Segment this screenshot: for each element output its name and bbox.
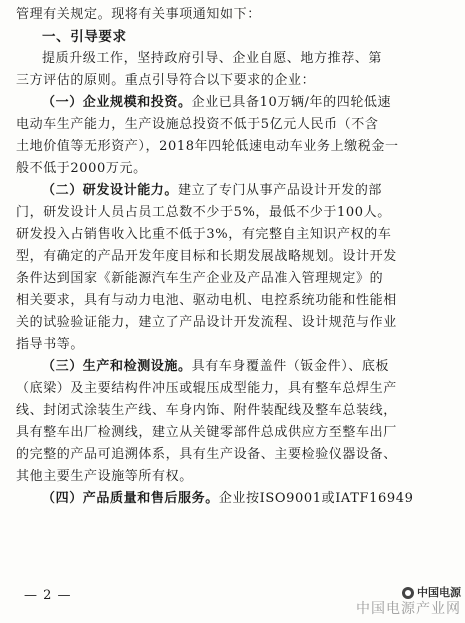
line-text: 企业按ISO9001或IATF16949 bbox=[218, 491, 414, 506]
item-title: （一）企业规模和投资。 bbox=[42, 95, 192, 110]
text-line bbox=[16, 422, 458, 444]
page-number: — 2 — bbox=[24, 588, 72, 603]
watermark-bottom-text: 中国电源产业网 bbox=[356, 601, 461, 617]
item-title: （四）产品质量和售后服务。 bbox=[42, 491, 219, 506]
item-title: （二）研发设计能力。 bbox=[42, 183, 179, 198]
line-text: 其他主要生产设施等所有权。 bbox=[16, 469, 193, 484]
text-line bbox=[16, 400, 458, 422]
line-text: 门，研发设计人员占员工总数不少于5%，最低不少于100人。 bbox=[16, 205, 391, 220]
line-text: 般不低于2000万元。 bbox=[16, 161, 147, 176]
line-text: （底梁）及主要结构件冲压或辊压成型能力，具有整车总焊生产 bbox=[16, 381, 397, 396]
line-text: 具有整车出厂检测线，建立从关键零部件总成供应方至整车出厂 bbox=[16, 425, 397, 440]
text-line bbox=[16, 224, 458, 246]
document-body bbox=[16, 4, 458, 510]
line-text: 三方评估的原则。重点引导符合以下要求的企业： bbox=[16, 73, 316, 88]
text-line bbox=[16, 444, 458, 466]
text-line bbox=[16, 70, 458, 92]
text-line bbox=[16, 114, 458, 136]
text-line bbox=[16, 268, 458, 290]
text-line bbox=[16, 246, 458, 268]
line-text: 型，有确定的产品开发年度目标和长期发展战略规划。设计开发 bbox=[16, 249, 397, 264]
section-heading bbox=[16, 26, 458, 48]
line-text: 相关要求，具有与动力电池、驱动电机、电控系统功能和性能相 bbox=[16, 293, 397, 308]
line-text: 研发投入占销售收入比重不低于3%，有完整自主知识产权的车 bbox=[16, 227, 392, 242]
text-line bbox=[16, 312, 458, 334]
line-text: 土地价值等无形资产），2018年四轮低速电动车业务上缴税金一 bbox=[16, 139, 399, 154]
text-line bbox=[16, 290, 458, 312]
text-line bbox=[16, 136, 458, 158]
text-line bbox=[16, 488, 458, 510]
text-line bbox=[16, 378, 458, 400]
text-line bbox=[16, 334, 458, 356]
text-line bbox=[16, 158, 458, 180]
text-line bbox=[16, 92, 458, 114]
line-text: 管理有关规定。现将有关事项通知如下： bbox=[16, 7, 261, 22]
line-text: 的完整的产品可追溯体系，具有生产设备、主要检验仪器设备、 bbox=[16, 447, 397, 462]
text-line bbox=[16, 48, 458, 70]
line-text: 企业已具备10万辆/年的四轮低速 bbox=[191, 95, 392, 110]
text-line bbox=[16, 180, 458, 202]
page-footer bbox=[16, 586, 461, 620]
text-line bbox=[16, 466, 458, 488]
watermark-top-text: 中国电源 bbox=[417, 586, 461, 599]
text-line bbox=[16, 356, 458, 378]
text-line bbox=[16, 202, 458, 224]
line-text: 建立了专门从事产品设计开发的部 bbox=[178, 183, 383, 198]
line-text: 具有车身覆盖件（钣金件）、底板 bbox=[191, 359, 390, 374]
item-title: （三）生产和检测设施。 bbox=[42, 359, 192, 374]
watermark bbox=[356, 586, 461, 618]
line-text: 一、引导要求 bbox=[42, 29, 127, 45]
line-text: 电动车生产能力，生产设施总投资不低于5亿元人民币（不含 bbox=[16, 117, 379, 132]
line-text: 线、封闭式涂装生产线、车身内饰、附件装配线及整车总装线， bbox=[16, 403, 397, 418]
line-text: 关的试验验证能力，建立了产品设计开发流程、设计规范与作业 bbox=[16, 315, 397, 330]
line-text: 提质升级工作，坚持政府引导、企业自愿、地方推荐、第 bbox=[42, 51, 383, 66]
line-text: 指导书等。 bbox=[16, 337, 85, 352]
line-text: 条件达到国家《新能源汽车生产企业及产品准入管理规定》的 bbox=[16, 271, 384, 286]
text-line bbox=[16, 4, 458, 26]
wechat-icon bbox=[402, 587, 414, 599]
